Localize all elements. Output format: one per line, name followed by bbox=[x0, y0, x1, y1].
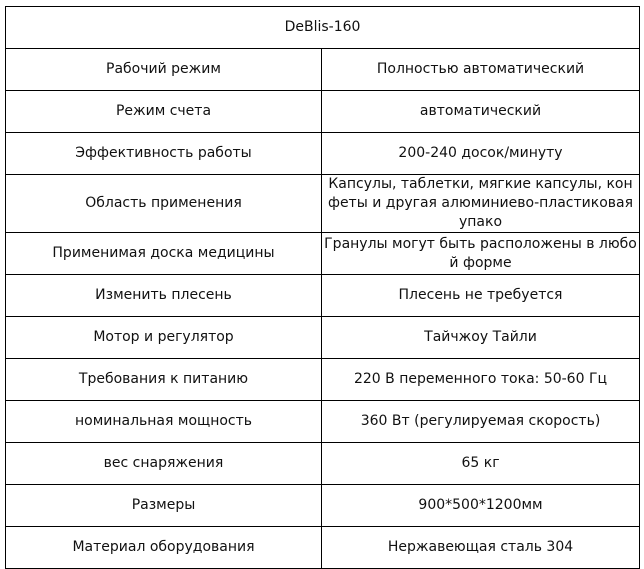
param-cell: номинальная мощность bbox=[6, 401, 322, 443]
table-row bbox=[6, 275, 640, 317]
table-row bbox=[6, 527, 640, 569]
value-cell: 65 кг bbox=[322, 443, 640, 485]
value-cell: Капсулы, таблетки, мягкие капсулы, конфеты и другая алюминиево-пластиковая упако bbox=[322, 175, 640, 233]
title-row bbox=[6, 7, 640, 49]
value-cell: 900*500*1200мм bbox=[322, 485, 640, 527]
param-cell: Требования к питанию bbox=[6, 359, 322, 401]
param-cell: Размеры bbox=[6, 485, 322, 527]
value-cell: 220 В переменного тока: 50-60 Гц bbox=[322, 359, 640, 401]
table-title: DeBlis-160 bbox=[6, 7, 640, 49]
table-row bbox=[6, 359, 640, 401]
param-cell: Режим счета bbox=[6, 91, 322, 133]
value-cell: Нержавеющая сталь 304 bbox=[322, 527, 640, 569]
table-row bbox=[6, 485, 640, 527]
value-cell: Полностью автоматический bbox=[322, 49, 640, 91]
param-cell: вес снаряжения bbox=[6, 443, 322, 485]
param-cell: Область применения bbox=[6, 175, 322, 233]
table-row bbox=[6, 233, 640, 275]
value-cell: Плесень не требуется bbox=[322, 275, 640, 317]
value-cell: 360 Вт (регулируемая скорость) bbox=[322, 401, 640, 443]
param-cell: Материал оборудования bbox=[6, 527, 322, 569]
value-cell: 200-240 досок/минуту bbox=[322, 133, 640, 175]
param-cell: Мотор и регулятор bbox=[6, 317, 322, 359]
param-cell: Рабочий режим bbox=[6, 49, 322, 91]
table-row bbox=[6, 401, 640, 443]
param-cell: Эффективность работы bbox=[6, 133, 322, 175]
table-row bbox=[6, 317, 640, 359]
param-cell: Применимая доска медицины bbox=[6, 233, 322, 275]
value-cell: автоматический bbox=[322, 91, 640, 133]
table-row bbox=[6, 133, 640, 175]
param-cell: Изменить плесень bbox=[6, 275, 322, 317]
spec-table bbox=[5, 6, 640, 569]
table-row bbox=[6, 91, 640, 133]
table-row bbox=[6, 443, 640, 485]
table-row bbox=[6, 175, 640, 233]
table-row bbox=[6, 49, 640, 91]
value-cell: Тайчжоу Тайли bbox=[322, 317, 640, 359]
value-cell: Гранулы могут быть расположены в любой форме bbox=[322, 233, 640, 275]
